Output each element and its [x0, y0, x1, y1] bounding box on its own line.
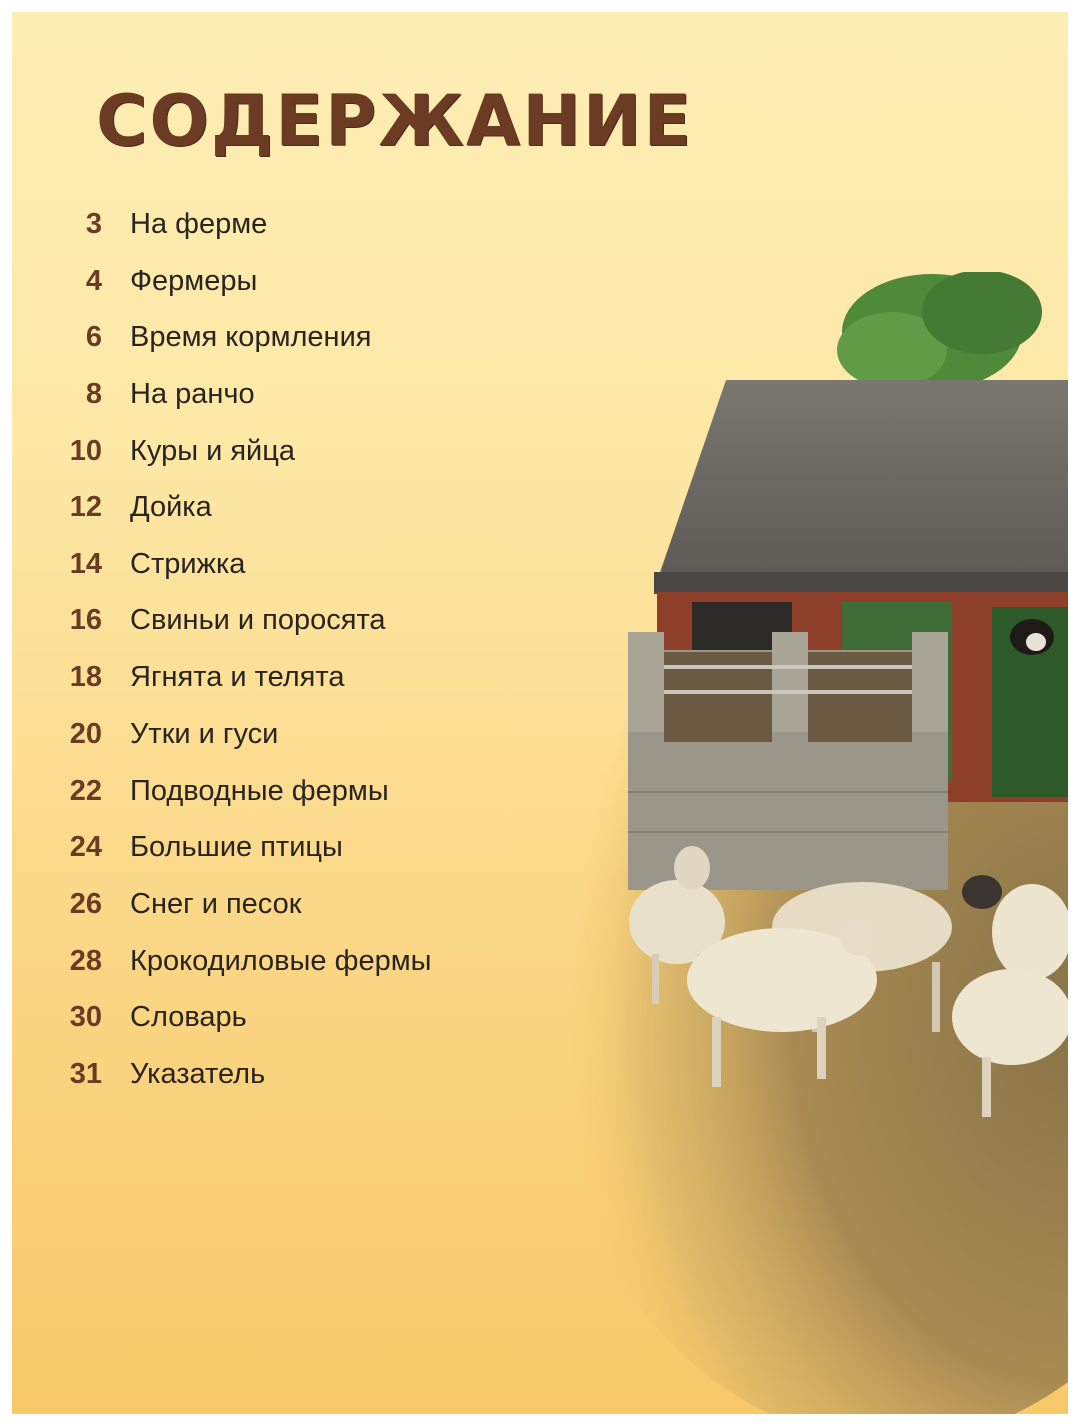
toc-entry[interactable]: [12, 600, 386, 640]
toc-page-number: 10: [69, 434, 102, 467]
toc-entry-label: Стрижка: [130, 547, 246, 580]
toc-page-number: 8: [85, 377, 102, 410]
toc-entry[interactable]: [12, 827, 343, 867]
toc-page-number: 20: [69, 717, 102, 750]
toc-page-number: 6: [85, 320, 102, 353]
toc-entry[interactable]: [12, 431, 295, 471]
stone-wall: [628, 632, 948, 890]
toc-entry[interactable]: [12, 657, 344, 697]
toc-entry[interactable]: [12, 714, 278, 754]
toc-page-number: 12: [69, 490, 102, 523]
toc-page-number: 16: [69, 603, 102, 636]
toc-entry-label: Большие птицы: [130, 830, 343, 863]
toc-entry-label: Фермеры: [130, 264, 258, 297]
toc-entry-label: Словарь: [130, 1000, 247, 1033]
barn-roof: [654, 380, 1068, 594]
toc-entry-label: Время кормления: [130, 320, 372, 353]
toc-page-number: 31: [69, 1057, 102, 1090]
toc-page-number: 4: [85, 264, 102, 297]
page-title: СОДЕРЖАНИЕ: [96, 80, 694, 162]
toc-page-number: 26: [69, 887, 102, 920]
toc-entry-label: На ферме: [130, 207, 268, 240]
toc-entry-label: Ягнята и телята: [130, 660, 345, 693]
toc-entry-label: Снег и песок: [130, 887, 302, 920]
toc-entry[interactable]: [12, 261, 257, 301]
book-page: [12, 12, 1068, 1414]
toc-page-number: 24: [69, 830, 102, 863]
toc-entry-label: Подводные фермы: [130, 774, 389, 807]
toc-entry[interactable]: [12, 941, 431, 981]
tree-icon: [837, 272, 1042, 390]
toc-entry[interactable]: [12, 374, 255, 414]
toc-entry-label: Утки и гуси: [130, 717, 279, 750]
toc-page-number: 22: [69, 774, 102, 807]
toc-page-number: 18: [69, 660, 102, 693]
toc-entry[interactable]: [12, 204, 267, 244]
toc-page-number: 28: [69, 944, 102, 977]
toc-entry-label: Свиньи и поросята: [130, 603, 386, 636]
toc-entry-label: Куры и яйца: [130, 434, 295, 467]
toc-entry[interactable]: [12, 997, 247, 1037]
toc-entry[interactable]: [12, 1054, 265, 1094]
toc-entry-label: Крокодиловые фермы: [130, 944, 432, 977]
toc-entry-label: Указатель: [130, 1057, 266, 1090]
toc-entry[interactable]: [12, 771, 389, 811]
toc-entry-label: На ранчо: [130, 377, 255, 410]
toc-page-number: 3: [85, 207, 102, 240]
toc-entry-label: Дойка: [130, 490, 212, 523]
farm-illustration: [512, 272, 1068, 1414]
toc-entry[interactable]: [12, 884, 301, 924]
toc-entry[interactable]: [12, 487, 212, 527]
toc-entry[interactable]: [12, 317, 371, 357]
toc-entry[interactable]: [12, 544, 245, 584]
toc-page-number: 14: [69, 547, 102, 580]
toc-page-number: 30: [69, 1000, 102, 1033]
